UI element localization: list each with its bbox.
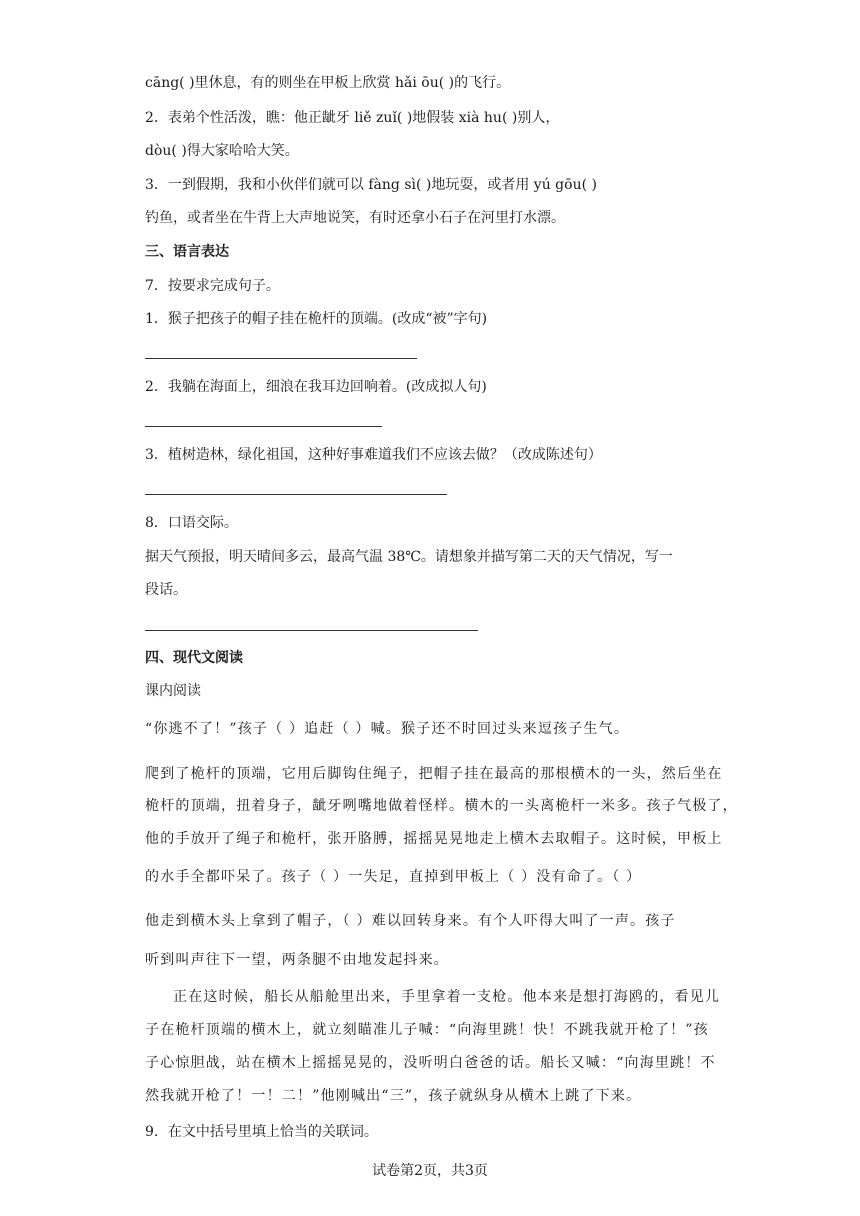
question-7-title: 7．按要求完成句子。 [145,278,280,294]
section-heading-modern-reading: 四、现代文阅读 [145,650,243,666]
question-8-prompt: 据天气预报，明天晴间多云，最高气温 38℃。请想象并描写第二天的天气情况，写一 [145,549,673,565]
passage-line: 然我就开枪了！一！二！”他刚喊出“三”，孩子就纵身从横木上跳了下来。 [145,1088,642,1104]
pinyin-question-3-continued: 钓鱼，或者坐在牛背上大声地说笑，有时还拿小石子在河里打水漂。 [145,210,565,226]
answer-line-7-2[interactable] [145,426,382,427]
passage-line: 听到叫声往下一望，两条腿不由地发起抖来。 [145,952,449,968]
reading-subheading: 课内阅读 [145,683,201,699]
passage-line: 子在桅杆顶端的横木上，就立刻瞄准儿子喊：“向海里跳！快！不跳我就开枪了！”孩 [145,1022,709,1038]
question-8-title: 8．口语交际。 [145,515,238,531]
pinyin-question-2-continued: dòu( )得大家哈哈大笑。 [145,143,299,159]
question-7-item-2: 2．我躺在海面上，细浪在我耳边回响着。(改成拟人句) [145,379,487,395]
section-heading-language-expression: 三、语言表达 [145,244,229,260]
pinyin-question-3: 3．一到假期，我和小伙伴们就可以 fàng sì( )地玩耍，或者用 yú gōu( ) [145,177,597,193]
passage-line: “你逃不了！”孩子（ ）追赶（ ）喊。猴子还不时回过头来逗孩子生气。 [145,721,630,737]
page-footer: 试卷第2页，共3页 [372,1163,488,1179]
question-8-prompt-continued: 段话。 [145,582,187,598]
question-9-title: 9．在文中括号里填上恰当的关联词。 [145,1124,378,1140]
passage-line: 子心惊胆战，站在横木上摇摇晃晃的，没听明白爸爸的话。船长又喊：“向海里跳！不 [145,1055,716,1071]
passage-line: 他走到横木头上拿到了帽子，（ ）难以回转身来。有个人吓得大叫了一声。孩子 [145,913,676,929]
passage-line: 的水手全都吓呆了。孩子（ ）一失足，直掉到甲板上（ ）没有命了。（ ） [145,869,642,885]
question-7-item-3: 3．植树造林，绿化祖国，这种好事难道我们不应该去做？（改成陈述句） [145,447,602,463]
passage-line: 桅杆的顶端，扭着身子，龇牙咧嘴地做着怪样。横木的一头离桅杆一米多。孩子气极了， [145,798,738,814]
passage-line: 他的手放开了绳子和桅杆，张开胳膊，摇摇晃晃地走上横木去取帽子。这时候，甲板上 [145,831,723,847]
question-7-item-1: 1．猴子把孩子的帽子挂在桅杆的顶端。(改成“被”字句) [145,311,488,327]
answer-line-7-1[interactable] [145,358,417,359]
answer-line-8[interactable] [145,630,478,631]
answer-line-7-3[interactable] [145,494,447,495]
pinyin-question-2: 2．表弟个性活泼，瞧：他正龇牙 liě zuǐ( )地假装 xià hu( )别人， [145,110,560,126]
passage-line: 正在这时候，船长从船舱里出来，手里拿着一支枪。他本来是想打海鸥的，看见儿 [173,989,721,1005]
pinyin-question-1-continued: cāng( )里休息，有的则坐在甲板上欣赏 hǎi ōu( )的飞行。 [145,75,511,91]
passage-line: 爬到了桅杆的顶端，它用后脚钩住绳子，把帽子挂在最高的那根横木的一头，然后坐在 [145,766,723,782]
